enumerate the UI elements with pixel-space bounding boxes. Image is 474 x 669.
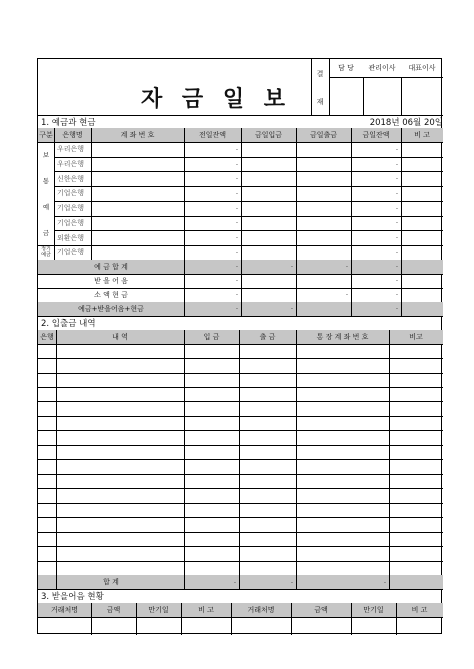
table-col-line (401, 128, 402, 260)
table-row-line (38, 416, 443, 417)
summary-label: 예 금 합 계 (94, 262, 128, 271)
prev-balance: - (235, 219, 238, 227)
column-header: 거래처명 (231, 603, 291, 617)
table-row-line (38, 445, 443, 446)
summary-out: - (345, 291, 348, 299)
table-row-line (38, 532, 443, 533)
summary-prev: - (235, 291, 238, 299)
today-balance: - (395, 234, 398, 242)
column-header: 금액 (291, 603, 351, 617)
summary-today: - (395, 305, 398, 313)
bank-name: 기업은행 (57, 204, 85, 213)
approval-box-line (329, 77, 443, 78)
table-col-line (56, 330, 57, 589)
summary-out: - (345, 263, 348, 271)
approval-header: 대표이사 (408, 64, 436, 72)
table-row-line (38, 474, 443, 475)
bank-name: 기업은행 (57, 248, 85, 257)
column-header: 내 역 (56, 330, 184, 344)
group-label-bo: 금 (42, 228, 50, 237)
table-col-line (401, 260, 402, 316)
table-col-line (91, 128, 92, 260)
today-balance: - (395, 219, 398, 227)
table-row-line (38, 517, 443, 518)
table-col-line (241, 260, 242, 316)
summary-in: - (290, 305, 293, 313)
table-col-line (241, 128, 242, 260)
summary-label: 소 액 현 금 (94, 290, 128, 299)
today-balance: - (395, 204, 398, 212)
today-balance: - (395, 248, 398, 256)
bank-name: 신한은행 (57, 174, 85, 183)
approval-box-line (363, 77, 364, 115)
prev-balance: - (235, 234, 238, 242)
bank-name: 기업은행 (57, 218, 85, 227)
table-col-line (296, 260, 297, 316)
summary-label: 받 을 어 음 (94, 276, 128, 285)
column-header: 은행 (38, 330, 56, 344)
table-row-line (38, 401, 443, 402)
group-label-bo: 보 (42, 151, 50, 160)
today-balance: - (395, 189, 398, 197)
summary-prev: - (235, 277, 238, 285)
prev-balance: - (235, 189, 238, 197)
table-col-line (91, 603, 92, 635)
table-col-line (396, 603, 397, 635)
bank-name: 우리은행 (57, 145, 85, 154)
document-sheet (37, 58, 442, 634)
prev-balance: - (235, 204, 238, 212)
table-col-line (296, 128, 297, 260)
table-col-line (54, 128, 55, 260)
column-header: 은행명 (54, 128, 91, 142)
today-balance: - (395, 160, 398, 168)
today-balance: - (395, 175, 398, 183)
column-header: 금일잔액 (351, 128, 401, 142)
table-row-line (38, 546, 443, 547)
table-col-line (184, 260, 185, 316)
approval-gyeol: 결 (316, 70, 324, 78)
table-col-line (136, 603, 137, 635)
column-header: 입 금 (184, 330, 239, 344)
table-col-line (239, 330, 240, 589)
rule-line (38, 344, 443, 345)
table-col-line (291, 603, 292, 635)
table-col-line (231, 603, 232, 635)
table-row-line (38, 387, 443, 388)
table-row-line (38, 459, 443, 460)
total-label: 합 계 (103, 578, 119, 586)
summary-today: - (395, 291, 398, 299)
bank-name: 기업은행 (57, 189, 85, 198)
table-col-line (389, 330, 390, 589)
summary-prev: - (235, 263, 238, 271)
table-col-line (296, 330, 297, 589)
table-row-line (38, 358, 443, 359)
today-balance: - (395, 145, 398, 153)
table-col-line (351, 603, 352, 635)
section3-heading: 3. 받을어음 현황 (41, 592, 104, 602)
group-label-bo: 통 (42, 177, 50, 186)
prev-balance: - (235, 248, 238, 256)
column-header: 전일잔액 (184, 128, 241, 142)
column-header: 만기일 (351, 603, 396, 617)
page-title: 자 금 일 보 (141, 85, 291, 112)
table-col-line (181, 603, 182, 635)
column-header: 비 고 (396, 603, 443, 617)
table-row-line (38, 503, 443, 504)
column-header: 통 장 계 좌 번 호 (296, 330, 389, 344)
column-header: 금일출금 (296, 128, 351, 142)
table-col-line (351, 260, 352, 316)
prev-balance: - (235, 160, 238, 168)
prev-balance: - (235, 175, 238, 183)
table-row-line (38, 373, 443, 374)
column-header: 비 고 (401, 128, 443, 142)
prev-balance: - (235, 145, 238, 153)
summary-in: - (290, 263, 293, 271)
column-header: 금일입금 (241, 128, 296, 142)
summary-today: - (395, 263, 398, 271)
bank-name: 외환은행 (57, 233, 85, 242)
total-out: - (290, 578, 293, 586)
approval-header: 담 당 (338, 64, 354, 72)
group-label-jeonggi: 정기 예금 (41, 246, 51, 259)
total-in: - (233, 578, 236, 586)
report-date: 2018년 06월 20일 (369, 117, 443, 128)
total-account: - (383, 578, 386, 586)
approval-jae: 재 (316, 98, 324, 106)
column-header: 구분 (38, 128, 54, 142)
section2-heading: 2. 입출금 내역 (41, 318, 96, 329)
table-col-line (184, 330, 185, 589)
column-header: 출 금 (239, 330, 296, 344)
column-header: 금액 (91, 603, 136, 617)
summary-label: 예금+받을어음+현금 (78, 304, 144, 313)
bank-name: 우리은행 (57, 160, 85, 169)
column-header: 거래처명 (38, 603, 91, 617)
summary-prev: - (235, 305, 238, 313)
table-row-line (38, 430, 443, 431)
approval-header: 관리이사 (368, 64, 396, 72)
table-row-line (38, 488, 443, 489)
summary-today: - (395, 277, 398, 285)
table-col-line (351, 128, 352, 260)
column-header: 만기일 (136, 603, 181, 617)
column-header: 비 고 (181, 603, 231, 617)
table-col-line (184, 128, 185, 260)
group-label-bo: 예 (42, 202, 50, 211)
column-header: 계 좌 번 호 (91, 128, 184, 142)
rule-line (38, 617, 443, 618)
section1-heading: 1. 예금과 현금 (41, 117, 96, 128)
approval-box-line (401, 77, 402, 115)
table-row-line (38, 561, 443, 562)
column-header: 비고 (389, 330, 443, 344)
